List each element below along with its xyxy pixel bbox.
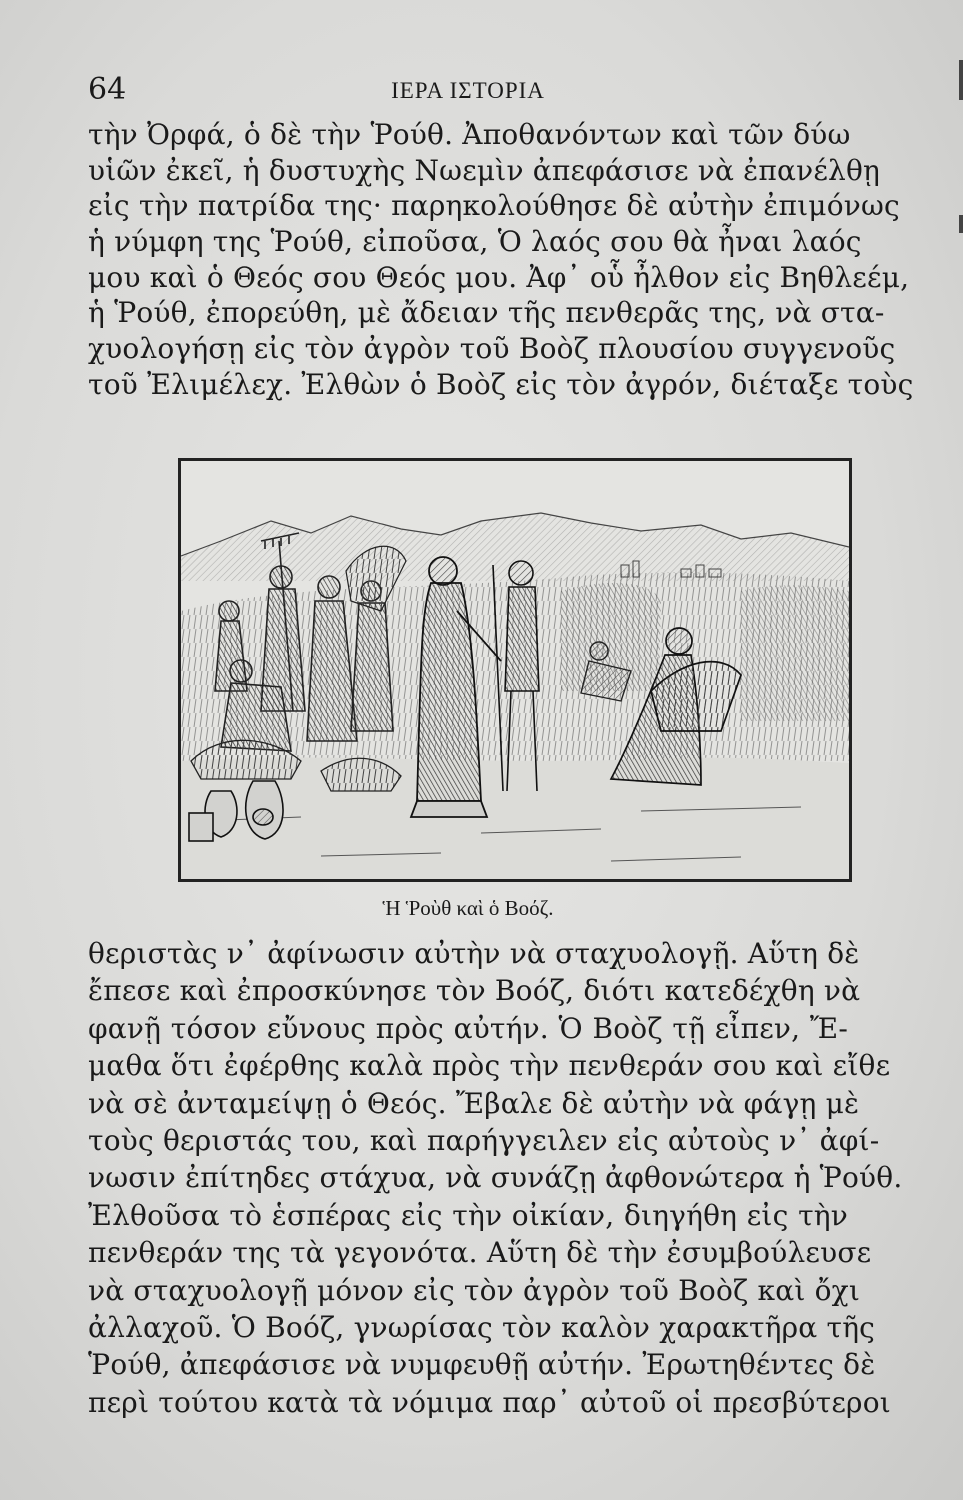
text-line: τοὺς θεριστάς του, καὶ παρήγγειλεν εἰς αὐτοὺς ν᾽ ἀφί- bbox=[88, 1123, 880, 1157]
text-line: Ἐλθοῦσα τὸ ἑσπέρας εἰς τὴν οἰκίαν, διηγήθη εἰς τὴν bbox=[88, 1198, 848, 1232]
text-line: ἡ Ῥούθ, ἐπορεύθη, μὲ ἄδειαν τῆς πενθερᾶς της, νὰ στα- bbox=[88, 296, 885, 330]
text-line: Ῥούθ, ἀπεφάσισε νὰ νυμφευθῇ αὐτήν. Ἐρωτηθέντες δὲ bbox=[88, 1348, 876, 1382]
text-line: ἀλλαχοῦ. Ὁ Βοόζ, γνωρίσας τὸν καλὸν χαρακτῆρα τῆς bbox=[88, 1310, 876, 1344]
illustration-drawing bbox=[181, 461, 849, 879]
page-edge-mark bbox=[959, 60, 963, 100]
text-line: μαθα ὅτι ἐφέρθης καλὰ πρὸς τὴν πενθεράν σου καὶ εἴθε bbox=[88, 1049, 891, 1083]
engraving-illustration bbox=[178, 458, 852, 882]
page-edge-mark bbox=[959, 215, 963, 233]
text-line: μου καὶ ὁ Θεός σου Θεός μου. Ἀφ᾽ οὗ ἦλθον εἰς Βηθλεέμ, bbox=[88, 260, 910, 294]
text-block-bottom bbox=[88, 935, 903, 1421]
page-header bbox=[88, 72, 848, 112]
text-line: τοῦ Ἐλιμέλεχ. Ἐλθὼν ὁ Βοὸζ εἰς τὸν ἀγρόν, διέταξε τοὺς bbox=[88, 367, 914, 401]
text-line: πενθεράν της τὰ γεγονότα. Αὕτη δὲ τὴν ἐσυμβούλευσε bbox=[88, 1236, 872, 1270]
page-number: 64 bbox=[88, 72, 127, 107]
text-line: υἱῶν ἐκεῖ, ἡ δυστυχὴς Νωεμὶν ἀπεφάσισε νὰ ἐπανέλθῃ bbox=[88, 153, 881, 187]
text-line: φανῇ τόσον εὔνους πρὸς αὐτήν. Ὁ Βοὸζ τῇ εἶπεν, Ἔ- bbox=[88, 1011, 848, 1045]
running-title: ΙΕΡΑ ΙΣΤΟΡΙΑ bbox=[391, 78, 545, 103]
text-line: ἔπεσε καὶ ἐπροσκύνησε τὸν Βοόζ, διότι κατεδέχθη νὰ bbox=[88, 974, 861, 1008]
text-line: νὰ σὲ ἀνταμείψῃ ὁ Θεός. Ἔβαλε δὲ αὐτὴν νὰ φάγῃ μὲ bbox=[88, 1086, 860, 1120]
text-line: περὶ τούτου κατὰ τὰ νόμιμα παρ᾽ αὐτοῦ οἱ πρεσβύτεροι bbox=[88, 1385, 891, 1419]
figure-caption: Ἡ Ῥοὺθ καὶ ὁ Βοόζ. bbox=[382, 896, 554, 920]
text-line: νὰ σταχυολογῇ μόνον εἰς τὸν ἀγρὸν τοῦ Βοὸζ καὶ ὄχι bbox=[88, 1273, 861, 1307]
text-line: χυολογήσῃ εἰς τὸν ἀγρὸν τοῦ Βοὸζ πλουσίου συγγενοῦς bbox=[88, 332, 896, 366]
text-line: νωσιν ἐπίτηδες στάχυα, νὰ συνάζῃ ἀφθονώτερα ἡ Ῥούθ. bbox=[88, 1161, 903, 1195]
text-block-top bbox=[88, 117, 914, 403]
text-line: ἡ νύμφη της Ῥούθ, εἰποῦσα, Ὁ λαός σου θὰ ἦναι λαός bbox=[88, 225, 862, 259]
text-line: τὴν Ὀρφά, ὁ δὲ τὴν Ῥούθ. Ἀποθανόντων καὶ τῶν δύω bbox=[88, 118, 851, 151]
text-line: θεριστὰς ν᾽ ἀφίνωσιν αὐτὴν νὰ σταχυολογῇ. Αὕτη δὲ bbox=[88, 937, 860, 970]
text-line: εἰς τὴν πατρίδα της· παρηκολούθησε δὲ αὐτὴν ἐπιμόνως bbox=[88, 189, 900, 223]
